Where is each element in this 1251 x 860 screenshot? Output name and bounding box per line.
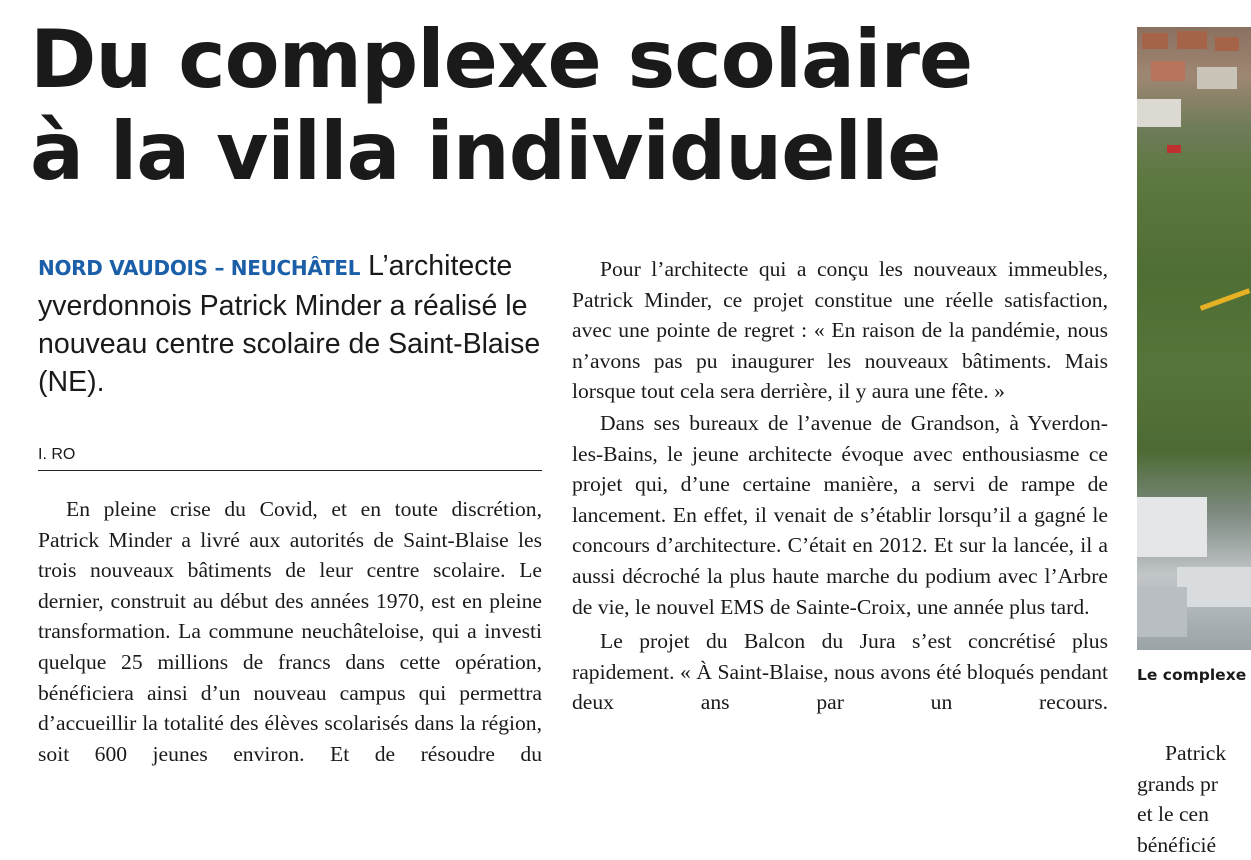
body-column-right xyxy=(1137,738,1251,860)
headline-line-1: Du complexe scolaire xyxy=(30,13,973,106)
body-paragraph: En pleine crise du Covid, et en toute discrétion, Patrick Minder a livré aux autorités de Saint-Blaise les trois nouveaux bâtiments de leur centre scolaire. Le dernier, construit au début des années 1970, est en pleine transformation. La commune neuchâteloise, qui a investi quelque 25 millions de francs dans cette opération, bénéficiera ainsi d’un nouveau campus qui permettra d’accueillir la totalité des élèves scolarisés dans la région, soit 600 jeunes environ. Et de résoudre du xyxy=(38,497,542,766)
headline-line-2: à la villa individuelle xyxy=(30,105,941,198)
photo-caption: Le complexe xyxy=(1137,666,1247,684)
lead-text: L’architecte yverdonnois Patrick Minder a réalisé le nouveau centre scolaire de Saint-Blaise (NE). xyxy=(38,250,541,398)
lead-paragraph xyxy=(38,247,558,401)
body-line: grands pr xyxy=(1137,771,1218,796)
body-line: bénéficié xyxy=(1137,832,1217,857)
body-paragraph: Le projet du Balcon du Jura s’est concrétisé plus rapidement. « À Saint-Blaise, nous avons été bloqués pendant deux ans par un recours. xyxy=(572,629,1108,715)
aerial-photo xyxy=(1137,27,1251,650)
body-column-middle xyxy=(572,254,1108,718)
kicker: NORD VAUDOIS – NEUCHÂTEL xyxy=(38,256,361,280)
body-paragraph: Dans ses bureaux de l’avenue de Grandson, à Yverdon-les-Bains, le jeune architecte évoque avec enthousiasme ce projet qui, d’une certaine manière, a servi de rampe de lancement. En effet, il venait de s’établir lorsqu’il a gagné le concours d’architecture. C’était en 2012. Et sur la lancée, il a aussi décroché la plus haute marche du podium avec l’Arbre de vie, le nouvel EMS de Sainte-Croix, une année plus tard. xyxy=(572,410,1108,619)
headline xyxy=(30,14,972,198)
body-line: et le cen xyxy=(1137,802,1209,827)
byline: I. RO xyxy=(38,444,542,471)
body-line: Patrick xyxy=(1165,741,1227,765)
body-column-left xyxy=(38,494,542,769)
body-paragraph: Pour l’architecte qui a conçu les nouveaux immeubles, Patrick Minder, ce projet constitue une réelle satisfaction, avec une pointe de regret : « En raison de la pandémie, nous n’avons pas pu inaugurer les nouveaux bâtiments. Mais lorsque tout cela sera derrière, il y aura une fête. » xyxy=(572,257,1108,404)
